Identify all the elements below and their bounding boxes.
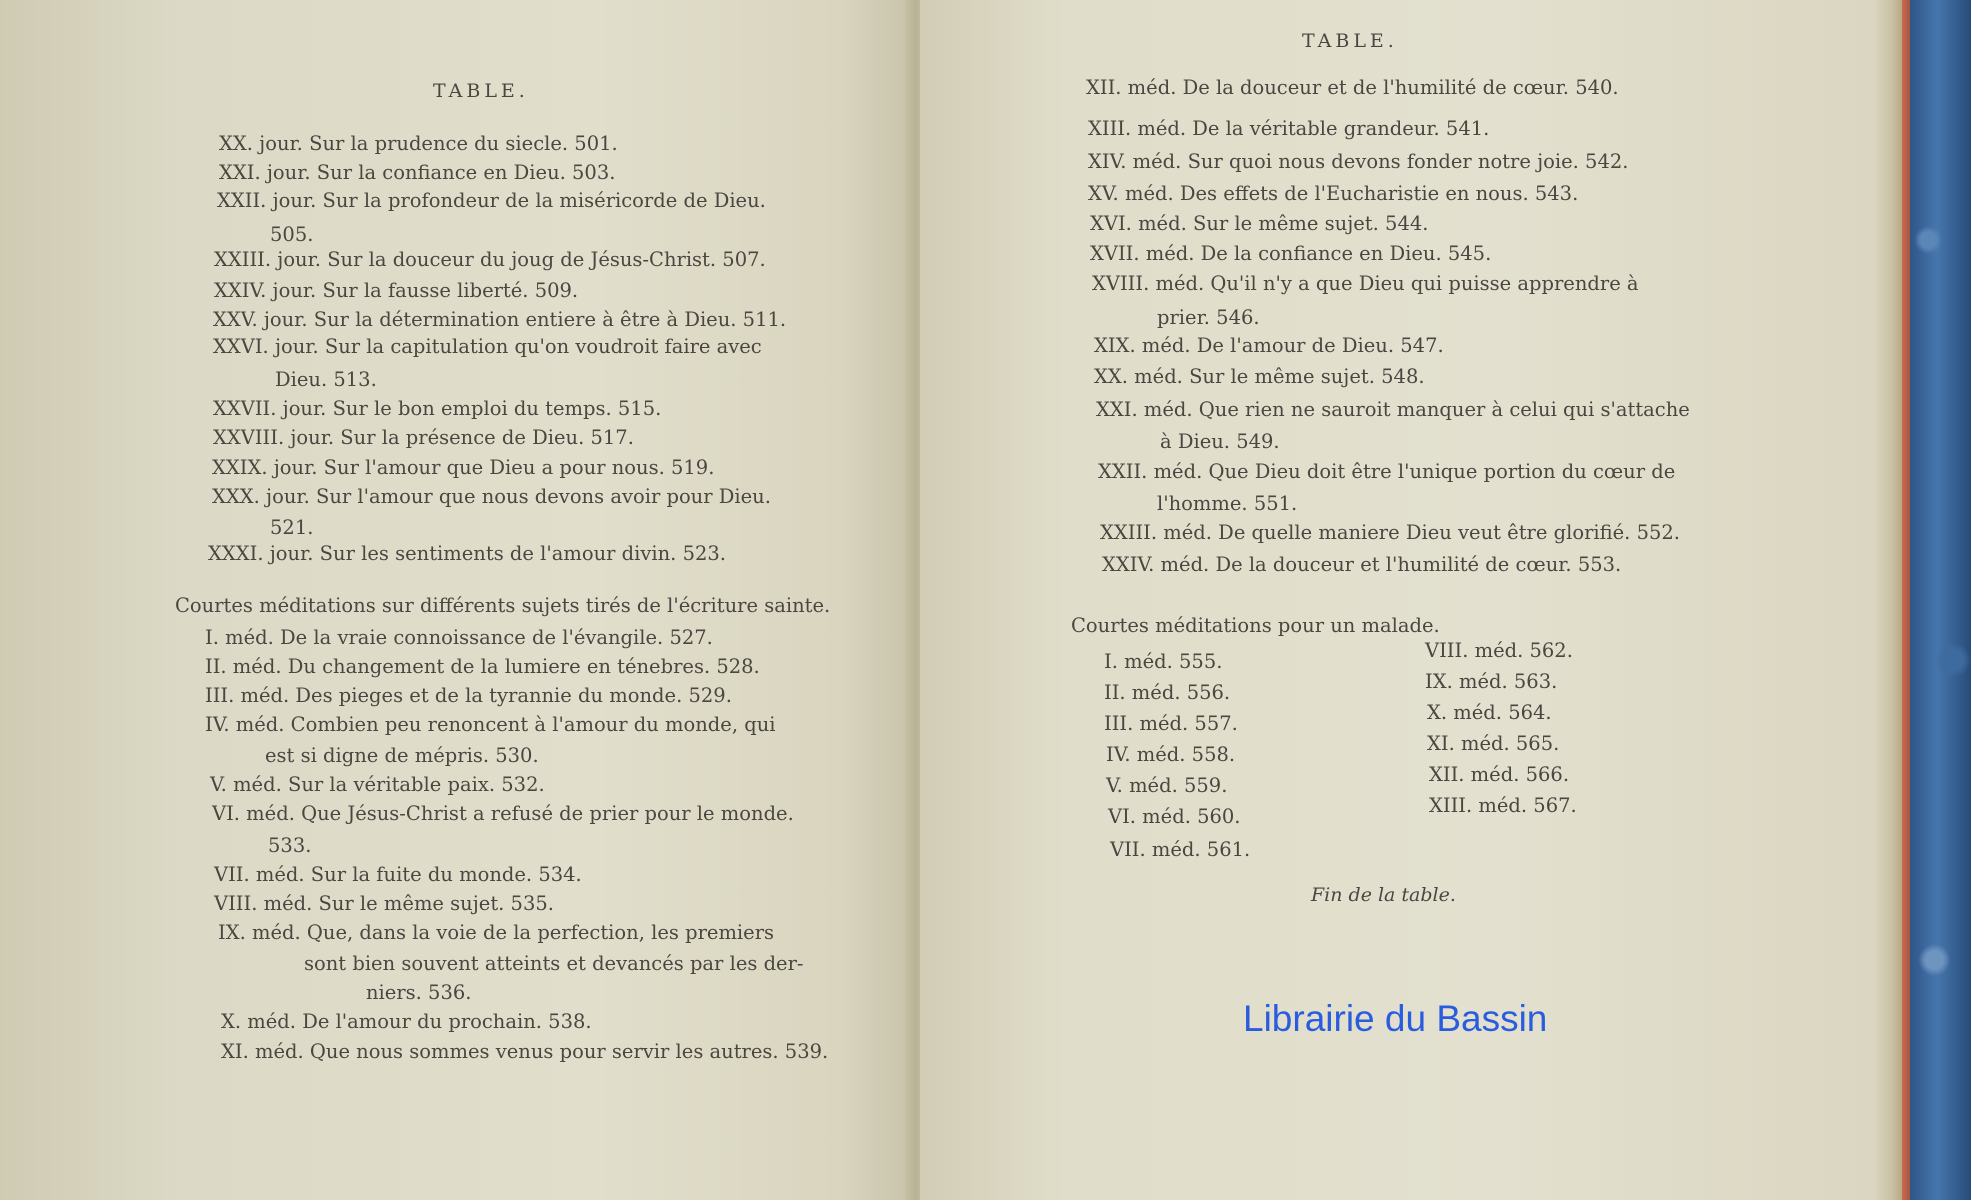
toc-line: XXII. méd. Que Dieu doit être l'unique portion du cœur de: [1098, 460, 1676, 483]
toc-line: I. méd. 555.: [1104, 650, 1223, 673]
toc-line: VII. méd. Sur la fuite du monde. 534.: [214, 863, 582, 886]
toc-line: XXIV. jour. Sur la fausse liberté. 509.: [214, 279, 579, 302]
toc-line: XXIV. méd. De la douceur et l'humilité de cœur. 553.: [1102, 553, 1622, 576]
toc-line: XIV. méd. Sur quoi nous devons fonder notre joie. 542.: [1088, 150, 1629, 173]
toc-line: XV. méd. Des effets de l'Eucharistie en nous. 543.: [1088, 182, 1579, 205]
toc-line: sont bien souvent atteints et devancés par les der-: [304, 952, 804, 975]
toc-line: XIII. méd. De la véritable grandeur. 541.: [1088, 117, 1490, 140]
toc-line: XII. méd. De la douceur et de l'humilité de cœur. 540.: [1086, 76, 1619, 99]
watermark-text: Librairie du Bassin: [1243, 998, 1548, 1039]
section-title: Courtes méditations sur différents sujets tirés de l'écriture sainte.: [175, 594, 831, 617]
page-edges: [1876, 0, 1902, 1200]
toc-line: VI. méd. 560.: [1108, 805, 1241, 828]
toc-line: IX. méd. Que, dans la voie de la perfection, les premiers: [218, 921, 775, 944]
toc-line: XX. jour. Sur la prudence du siecle. 501.: [219, 132, 618, 155]
toc-line: prier. 546.: [1157, 306, 1260, 329]
right-page-header: TABLE.: [1302, 30, 1398, 52]
toc-line: V. méd. Sur la véritable paix. 532.: [210, 773, 545, 796]
toc-line: II. méd. Du changement de la lumiere en ténebres. 528.: [205, 655, 760, 678]
toc-line: XXV. jour. Sur la détermination entiere à être à Dieu. 511.: [213, 308, 787, 331]
toc-line: XVII. méd. De la confiance en Dieu. 545.: [1090, 242, 1492, 265]
toc-line: XIX. méd. De l'amour de Dieu. 547.: [1094, 334, 1444, 357]
toc-line: XI. méd. Que nous sommes venus pour servir les autres. 539.: [221, 1040, 829, 1063]
toc-line: I. méd. De la vraie connoissance de l'évangile. 527.: [205, 626, 713, 649]
toc-line: est si digne de mépris. 530.: [265, 744, 539, 767]
toc-line: II. méd. 556.: [1104, 681, 1231, 704]
toc-line: X. méd. De l'amour du prochain. 538.: [221, 1010, 592, 1033]
toc-line: XXI. méd. Que rien ne sauroit manquer à celui qui s'attache: [1096, 398, 1690, 421]
toc-line: XXXI. jour. Sur les sentiments de l'amour divin. 523.: [208, 542, 726, 565]
toc-line: 505.: [270, 223, 314, 246]
toc-line: VII. méd. 561.: [1110, 838, 1251, 861]
red-page-edge: [1902, 0, 1910, 1200]
toc-line: X. méd. 564.: [1427, 701, 1552, 724]
toc-line: XIII. méd. 567.: [1429, 794, 1577, 817]
toc-line: IV. méd. 558.: [1106, 743, 1236, 766]
toc-line: XXIX. jour. Sur l'amour que Dieu a pour nous. 519.: [212, 456, 715, 479]
toc-line: XXIII. méd. De quelle maniere Dieu veut être glorifié. 552.: [1100, 521, 1680, 544]
toc-line: 521.: [270, 516, 314, 539]
toc-line: 533.: [268, 834, 312, 857]
toc-line: VIII. méd. Sur le même sujet. 535.: [214, 892, 554, 915]
toc-line: XXI. jour. Sur la confiance en Dieu. 503.: [219, 161, 616, 184]
section-title: Courtes méditations pour un malade.: [1071, 614, 1440, 637]
toc-line: XXX. jour. Sur l'amour que nous devons avoir pour Dieu.: [212, 485, 771, 508]
toc-line: VI. méd. Que Jésus-Christ a refusé de prier pour le monde.: [212, 802, 794, 825]
left-page-header: TABLE.: [433, 80, 529, 102]
toc-line: VIII. méd. 562.: [1425, 639, 1573, 662]
marbled-cover: [1910, 0, 1971, 1200]
toc-line: XVI. méd. Sur le même sujet. 544.: [1090, 212, 1429, 235]
toc-line: à Dieu. 549.: [1160, 430, 1280, 453]
toc-line: XXVII. jour. Sur le bon emploi du temps. 515.: [213, 397, 662, 420]
toc-line: IX. méd. 563.: [1425, 670, 1558, 693]
toc-line: XII. méd. 566.: [1429, 763, 1570, 786]
toc-line: XXII. jour. Sur la profondeur de la miséricorde de Dieu.: [217, 189, 766, 212]
end-of-table-note: Fin de la table.: [1311, 884, 1456, 906]
toc-line: V. méd. 559.: [1106, 774, 1228, 797]
toc-line: l'homme. 551.: [1157, 492, 1298, 515]
toc-line: XXVI. jour. Sur la capitulation qu'on voudroit faire avec: [213, 335, 762, 358]
toc-line: XVIII. méd. Qu'il n'y a que Dieu qui puisse apprendre à: [1092, 272, 1639, 295]
toc-line: Dieu. 513.: [275, 368, 377, 391]
toc-line: III. méd. Des pieges et de la tyrannie du monde. 529.: [205, 684, 732, 707]
toc-line: XXVIII. jour. Sur la présence de Dieu. 517.: [213, 426, 634, 449]
toc-line: III. méd. 557.: [1104, 712, 1238, 735]
toc-line: XX. méd. Sur le même sujet. 548.: [1094, 365, 1425, 388]
toc-line: niers. 536.: [366, 981, 472, 1004]
toc-line: XI. méd. 565.: [1427, 732, 1560, 755]
toc-line: XXIII. jour. Sur la douceur du joug de Jésus-Christ. 507.: [214, 248, 766, 271]
toc-line: IV. méd. Combien peu renoncent à l'amour du monde, qui: [205, 713, 776, 736]
